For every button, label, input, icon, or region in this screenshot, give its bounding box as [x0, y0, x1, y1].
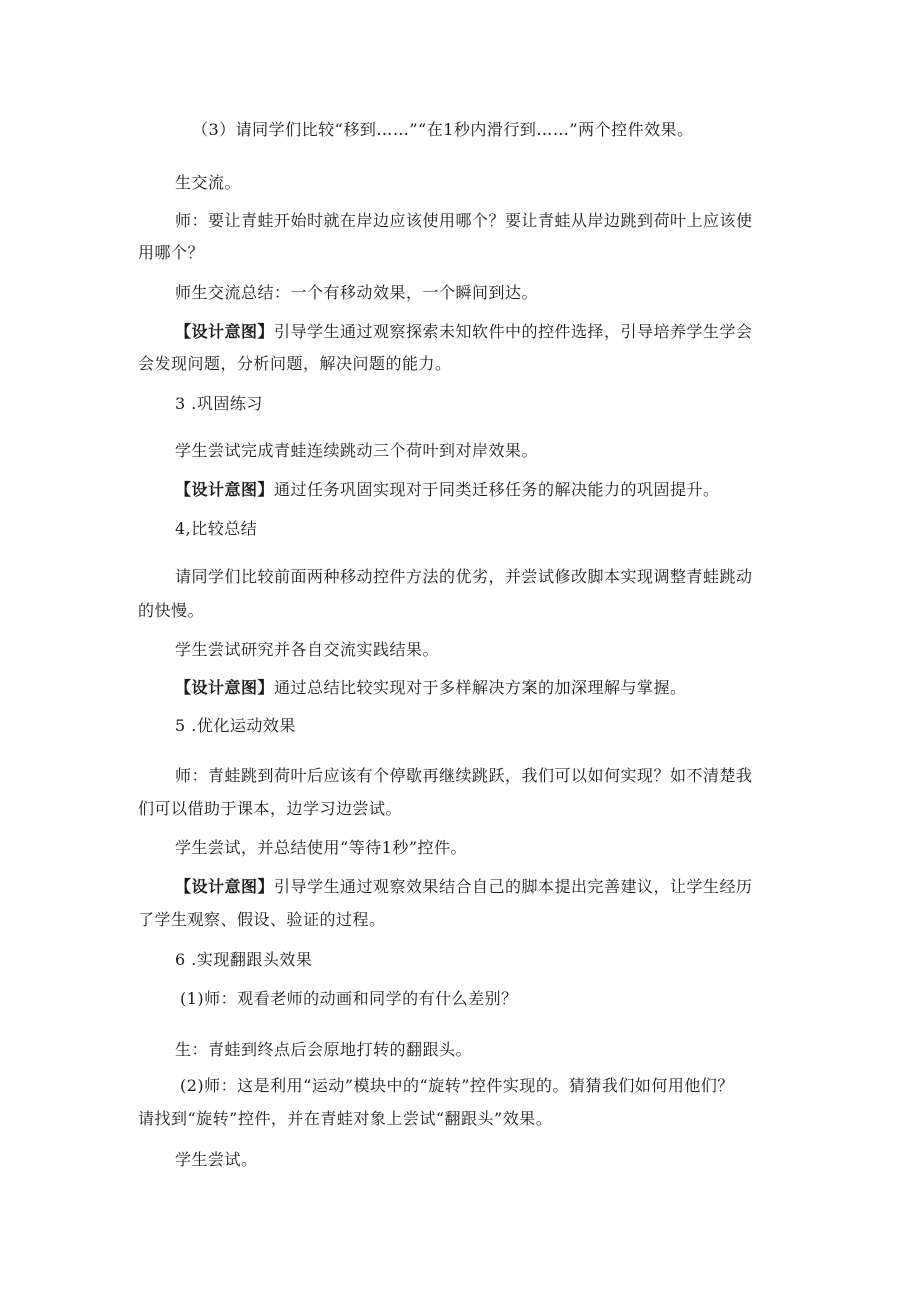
design-intent-line — [175, 480, 720, 500]
section-heading: 4,比较总结 — [175, 519, 258, 538]
design-intent-text: 通过任务巩固实现对于同类迁移任务的解决能力的巩固提升。 — [274, 480, 720, 499]
paragraph-line: 请找到“旋转”控件，并在青蛙对象上尝试“翻跟头”效果。 — [138, 1109, 553, 1128]
paragraph-line: 们可以借助于课本，边学习边尝试。 — [138, 799, 403, 818]
paragraph-line: 生：青蛙到终点后会原地打转的翻跟头。 — [175, 1040, 473, 1059]
paragraph-line: 师：要让青蛙开始时就在岸边应该使用哪个？要让青蛙从岸边跳到荷叶上应该使 — [175, 211, 753, 230]
design-intent-label: 【设计意图】 — [175, 322, 275, 341]
paragraph-line: 学生尝试完成青蛙连续跳动三个荷叶到对岸效果。 — [175, 441, 539, 460]
paragraph-line: 学生尝试研究并各自交流实践结果。 — [175, 640, 440, 659]
paragraph-line: 用哪个？ — [138, 243, 205, 262]
paragraph-line: 师生交流总结：一个有移动效果，一个瞬间到达。 — [175, 283, 539, 302]
design-intent-label: 【设计意图】 — [175, 678, 275, 697]
paragraph-line: （3）请同学们比较“移到……”“在1秒内滑行到……”两个控件效果。 — [192, 120, 694, 139]
section-heading: 5 .优化运动效果 — [175, 716, 296, 735]
paragraph-line: 请同学们比较前面两种移动控件方法的优劣，并尝试修改脚本实现调整青蛙跳动 — [175, 567, 753, 586]
design-intent-line — [175, 678, 687, 698]
design-intent-text: 引导学生通过观察效果结合自己的脚本提出完善建议，让学生经历 — [274, 877, 753, 896]
paragraph-line: (1)师：观看老师的动画和同学的有什么差别？ — [180, 989, 518, 1008]
paragraph-line: 会发现问题，分析问题，解决问题的能力。 — [138, 354, 452, 373]
paragraph-line: 师：青蛙跳到荷叶后应该有个停歇再继续跳跃，我们可以如何实现？如不清楚我 — [175, 766, 753, 785]
design-intent-line — [175, 322, 753, 342]
design-intent-text: 通过总结比较实现对于多样解决方案的加深理解与掌握。 — [274, 678, 687, 697]
paragraph-line: (2)师：这是利用“运动”模块中的“旋转”控件实现的。猜猜我们如何用他们？ — [180, 1076, 734, 1095]
design-intent-label: 【设计意图】 — [175, 480, 275, 499]
design-intent-label: 【设计意图】 — [175, 877, 275, 896]
paragraph-line: 学生尝试。 — [175, 1150, 258, 1169]
paragraph-line: 学生尝试，并总结使用“等待1秒”控件。 — [175, 838, 468, 857]
paragraph-line: 了学生观察、假设、验证的过程。 — [138, 910, 386, 929]
section-heading: 3 .巩固练习 — [175, 394, 263, 413]
section-heading: 6 .实现翻跟头效果 — [175, 950, 313, 969]
paragraph-line: 生交流。 — [175, 173, 242, 192]
paragraph-line: 的快慢。 — [138, 601, 205, 620]
design-intent-text: 引导学生通过观察探索未知软件中的控件选择，引导培养学生学会 — [274, 322, 753, 341]
design-intent-line — [175, 877, 753, 897]
